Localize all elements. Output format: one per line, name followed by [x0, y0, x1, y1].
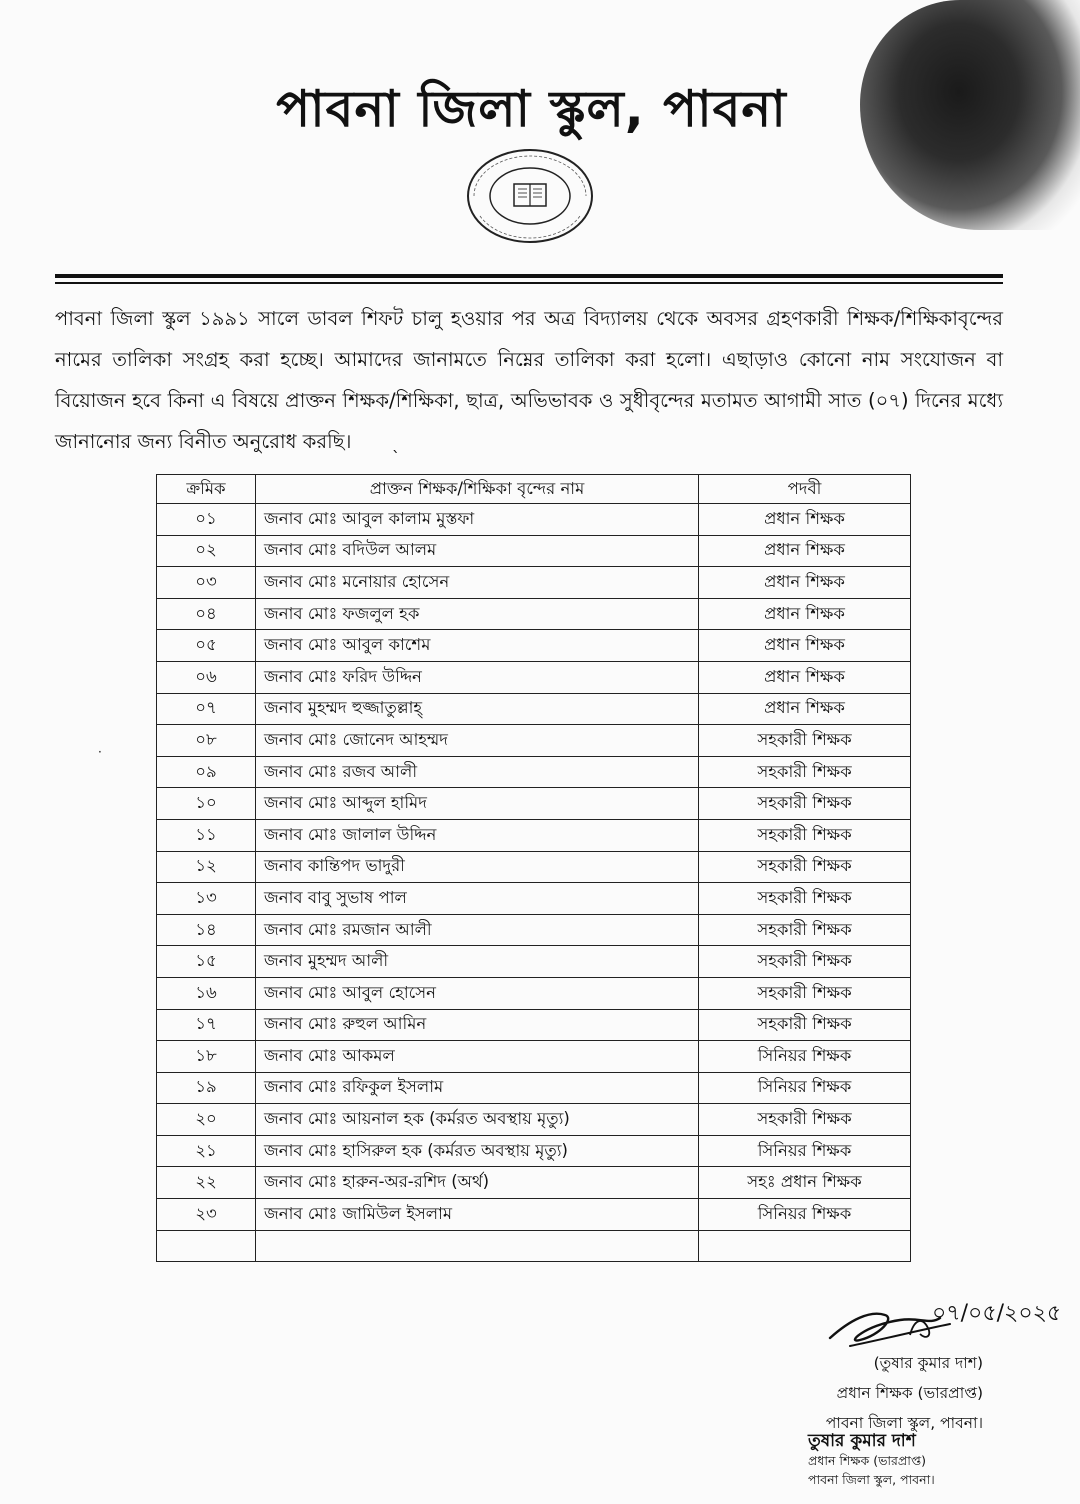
name-cell: জনাব মোঃ আবুল হোসেন: [256, 977, 699, 1009]
table-row: [157, 630, 911, 662]
name-cell: জনাব মোঃ বদিউল আলম: [256, 535, 699, 567]
table-row: [157, 946, 911, 978]
table-row: [157, 535, 911, 567]
table-row: [157, 851, 911, 883]
table-row: [157, 1199, 911, 1231]
name-cell: জনাব মোঃ ফজলুল হক: [256, 598, 699, 630]
serial-cell: ১৬: [157, 977, 256, 1009]
designation-cell: [699, 1230, 911, 1262]
serial-cell: [157, 1230, 256, 1262]
name-cell: জনাব মোঃ জামিউল ইসলাম: [256, 1199, 699, 1231]
table-row: [157, 693, 911, 725]
table-row: [157, 1230, 911, 1262]
header-serial: ক্রমিক: [157, 475, 256, 504]
serial-cell: ১১: [157, 819, 256, 851]
name-cell: জনাব মোঃ রফিকুল ইসলাম: [256, 1072, 699, 1104]
serial-cell: ১৭: [157, 1009, 256, 1041]
serial-cell: ১৪: [157, 914, 256, 946]
serial-cell: ০৬: [157, 661, 256, 693]
stamp-name: তুষার কুমার দাশ: [808, 1431, 916, 1451]
designation-cell: সহকারী শিক্ষক: [699, 756, 911, 788]
stamp-school: পাবনা জিলা স্কুল, পাবনা।: [808, 1472, 935, 1487]
name-cell: জনাব মোঃ মনোয়ার হোসেন: [256, 567, 699, 599]
name-cell: জনাব মোঃ আব্দুল হামিদ: [256, 788, 699, 820]
serial-cell: ০৫: [157, 630, 256, 662]
designation-cell: সিনিয়র শিক্ষক: [699, 1041, 911, 1073]
table-row: [157, 1135, 911, 1167]
designation-cell: সহকারী শিক্ষক: [699, 883, 911, 915]
table-row: [157, 1167, 911, 1199]
designation-cell: সহকারী শিক্ষক: [699, 851, 911, 883]
name-cell: জনাব মোঃ আকমল: [256, 1041, 699, 1073]
name-cell: জনাব মোঃ হাসিরুল হক (কর্মরত অবস্থায় মৃত্যু): [256, 1135, 699, 1167]
designation-cell: প্রধান শিক্ষক: [699, 567, 911, 599]
header-name: প্রাক্তন শিক্ষক/শিক্ষিকা বৃন্দের নাম: [256, 475, 699, 504]
table-row: [157, 1072, 911, 1104]
name-cell: জনাব মোঃ আবুল কাশেম: [256, 630, 699, 662]
serial-cell: ০৪: [157, 598, 256, 630]
table-row: [157, 661, 911, 693]
name-cell: জনাব মুহম্মদ হুজ্জাতুল্লাহ্: [256, 693, 699, 725]
designation-cell: সহকারী শিক্ষক: [699, 725, 911, 757]
name-cell: জনাব মোঃ রমজান আলী: [256, 914, 699, 946]
designation-cell: প্রধান শিক্ষক: [699, 535, 911, 567]
name-cell: জনাব মোঃ ফরিদ উদ্দিন: [256, 661, 699, 693]
designation-cell: সিনিয়র শিক্ষক: [699, 1072, 911, 1104]
designation-cell: সহকারী শিক্ষক: [699, 1009, 911, 1041]
table-header-row: [157, 475, 911, 504]
serial-cell: ২২: [157, 1167, 256, 1199]
retired-teachers-table: [156, 474, 911, 1262]
stray-dot: ·: [98, 745, 102, 759]
name-cell: জনাব মোঃ জালাল উদ্দিন: [256, 819, 699, 851]
header-rule-thick: [55, 274, 1003, 278]
name-cell: [256, 1230, 699, 1262]
designation-cell: প্রধান শিক্ষক: [699, 661, 911, 693]
table-row: [157, 788, 911, 820]
name-cell: জনাব মুহম্মদ আলী: [256, 946, 699, 978]
header-rule-thin: [55, 282, 1003, 284]
table-row: [157, 567, 911, 599]
serial-cell: ০৩: [157, 567, 256, 599]
serial-cell: ২১: [157, 1135, 256, 1167]
signatory-name: (তুষার কুমার দাশ): [873, 1354, 983, 1372]
serial-cell: ১৫: [157, 946, 256, 978]
serial-cell: ১০: [157, 788, 256, 820]
serial-cell: ১৮: [157, 1041, 256, 1073]
designation-cell: সিনিয়র শিক্ষক: [699, 1199, 911, 1231]
table-row: [157, 883, 911, 915]
name-cell: জনাব মোঃ রুহুল আমিন: [256, 1009, 699, 1041]
official-stamp: [808, 1432, 1018, 1489]
table-row: [157, 504, 911, 536]
designation-cell: সিনিয়র শিক্ষক: [699, 1135, 911, 1167]
table-row: [157, 1009, 911, 1041]
designation-cell: সহঃ প্রধান শিক্ষক: [699, 1167, 911, 1199]
serial-cell: ১৯: [157, 1072, 256, 1104]
signature-date: ০৭/০৫/২০২৫: [932, 1301, 1062, 1326]
table-row: [157, 725, 911, 757]
serial-cell: ০৭: [157, 693, 256, 725]
designation-cell: প্রধান শিক্ষক: [699, 630, 911, 662]
designation-cell: প্রধান শিক্ষক: [699, 598, 911, 630]
serial-cell: ২০: [157, 1104, 256, 1136]
table-row: [157, 598, 911, 630]
serial-cell: ০৯: [157, 756, 256, 788]
table-body: [157, 504, 911, 1262]
table-row: [157, 1104, 911, 1136]
designation-cell: সহকারী শিক্ষক: [699, 819, 911, 851]
name-cell: জনাব কান্তিপদ ভাদুরী: [256, 851, 699, 883]
serial-cell: ০২: [157, 535, 256, 567]
table-row: [157, 914, 911, 946]
intro-paragraph: পাবনা জিলা স্কুল ১৯৯১ সালে ডাবল শিফট চালু হওয়ার পর অত্র বিদ্যালয় থেকে অবসর গ্রহণকারী শিক্ষক/শিক্ষিকাবৃন্দের নামের তালিকা সংগ্রহ করা হচ্ছে। আমাদের জানামতে নিম্নের তালিকা করা হলো। এছাড়াও কোনো নাম সংযোজন বা বিয়োজন হবে কিনা এ বিষয়ে প্রাক্তন শিক্ষক/শিক্ষিকা, ছাত্র, অভিভাবক ও সুধীবৃন্দের মতামত আগামী সাত (০৭) দিনের মধ্যে জানানোর জন্য বিনীত অনুরোধ করছি।: [55, 307, 1003, 453]
table-row: [157, 1041, 911, 1073]
name-cell: জনাব মোঃ আয়নাল হক (কর্মরত অবস্থায় মৃত্যু): [256, 1104, 699, 1136]
signatory-designation: প্রধান শিক্ষক (ভারপ্রাপ্ত): [836, 1384, 983, 1402]
designation-cell: প্রধান শিক্ষক: [699, 504, 911, 536]
designation-cell: সহকারী শিক্ষক: [699, 914, 911, 946]
name-cell: জনাব বাবু সুভাষ পাল: [256, 883, 699, 915]
serial-cell: ০৮: [157, 725, 256, 757]
table-row: [157, 977, 911, 1009]
table-row: [157, 819, 911, 851]
stamp-designation: প্রধান শিক্ষক (ভারপ্রাপ্ত): [808, 1453, 927, 1468]
name-cell: জনাব মোঃ রজব আলী: [256, 756, 699, 788]
header-designation: পদবী: [699, 475, 911, 504]
page-title: পাবনা জিলা স্কুল, পাবনা: [276, 80, 787, 138]
designation-cell: সহকারী শিক্ষক: [699, 946, 911, 978]
name-cell: জনাব মোঃ জোনেদ আহম্মদ: [256, 725, 699, 757]
name-cell: জনাব মোঃ হারুন-অর-রশিদ (অর্থ): [256, 1167, 699, 1199]
serial-cell: ০১: [157, 504, 256, 536]
name-cell: জনাব মোঃ আবুল কালাম মুস্তফা: [256, 504, 699, 536]
serial-cell: ১৩: [157, 883, 256, 915]
table-row: [157, 756, 911, 788]
serial-cell: ২৩: [157, 1199, 256, 1231]
designation-cell: প্রধান শিক্ষক: [699, 693, 911, 725]
school-seal-logo: [466, 148, 594, 244]
serial-cell: ১২: [157, 851, 256, 883]
stray-mark: ˋ: [392, 448, 400, 467]
designation-cell: সহকারী শিক্ষক: [699, 788, 911, 820]
designation-cell: সহকারী শিক্ষক: [699, 1104, 911, 1136]
designation-cell: সহকারী শিক্ষক: [699, 977, 911, 1009]
signatory-school: পাবনা জিলা স্কুল, পাবনা।: [825, 1414, 983, 1432]
